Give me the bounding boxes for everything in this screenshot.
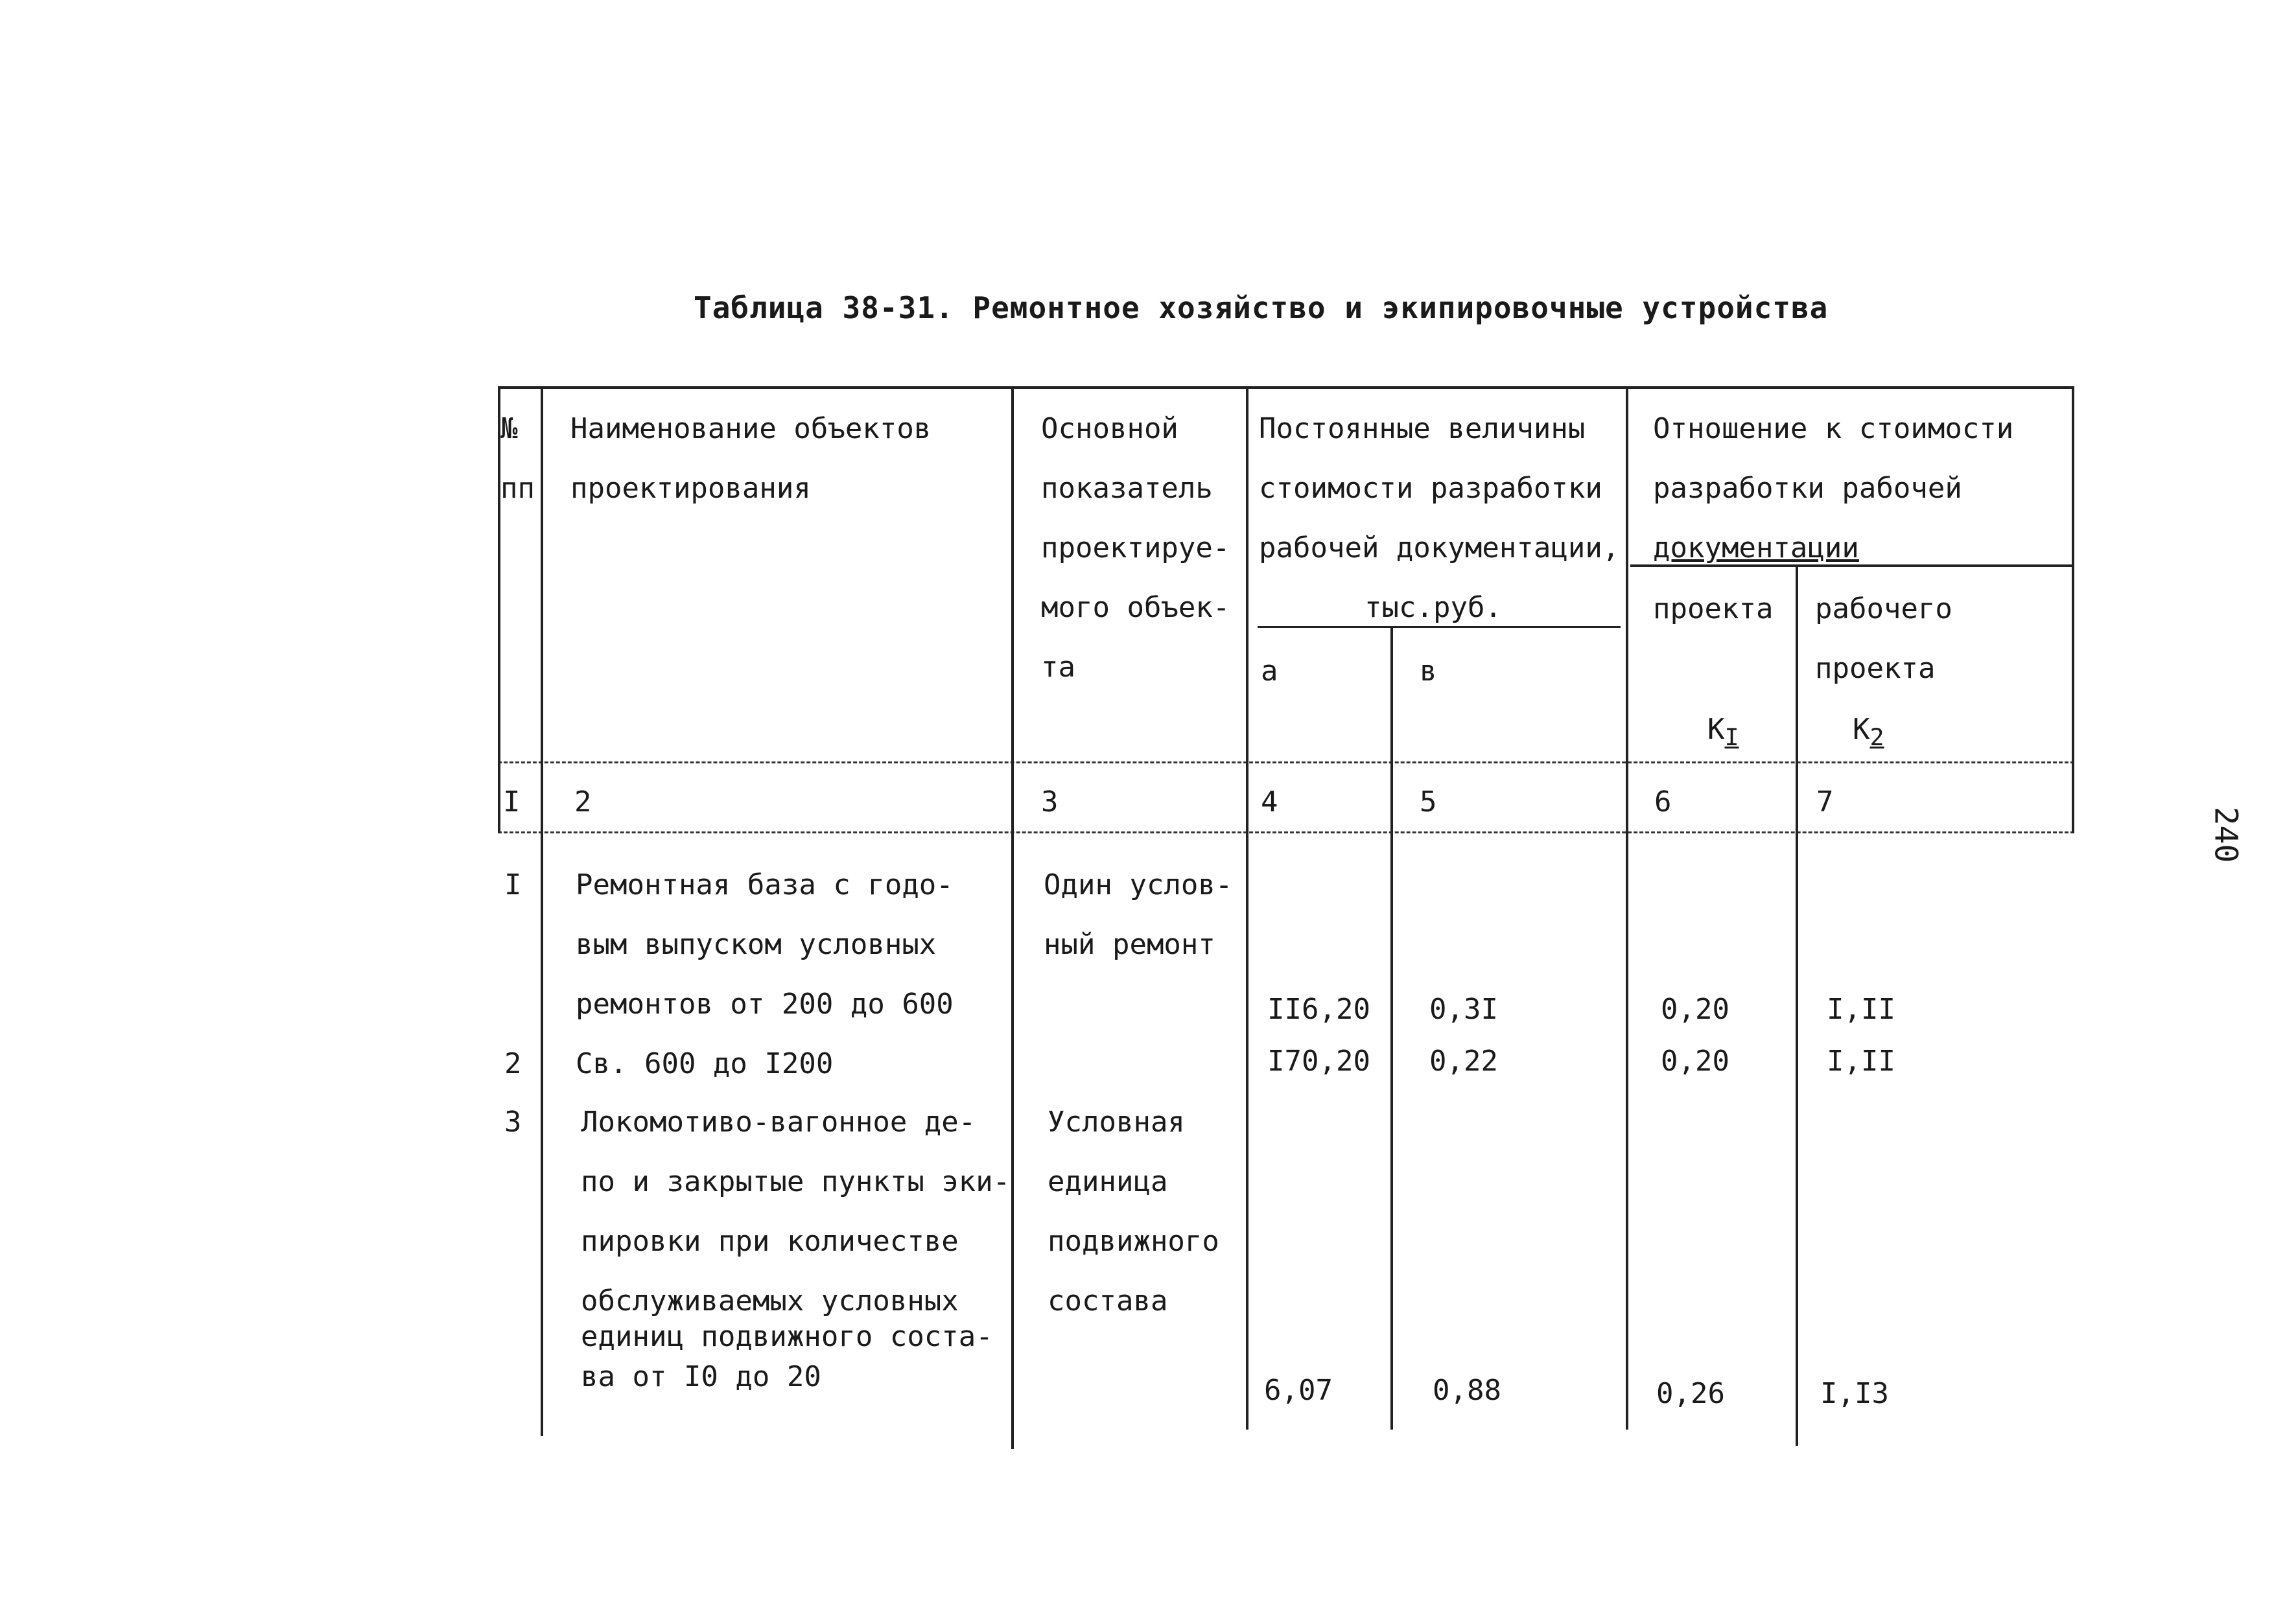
- row-2-num: 2: [504, 1047, 522, 1080]
- header-c45-unit: тыс.руб.: [1365, 591, 1502, 624]
- col-line-3: [1246, 386, 1248, 1430]
- header-c6-k: $К_I$: [1707, 713, 1739, 751]
- page-number: 240: [2207, 806, 2244, 863]
- header-c4: а: [1261, 655, 1278, 688]
- row-3-name: Локомотиво-вагонное де- по и закрытые пункты эки- пировки при количестве обслуживаемых условных: [581, 1106, 1011, 1317]
- col-line-4: [1390, 626, 1393, 1430]
- row-2-v: 0,22: [1429, 1045, 1498, 1078]
- header-bottom-dash: [498, 761, 2074, 763]
- row-2-k1: 0,20: [1661, 1045, 1729, 1078]
- row-1-a: II6,20: [1267, 993, 1370, 1026]
- header-c7-k: $К_2$: [1853, 713, 1884, 751]
- col-line-1: [541, 386, 543, 1436]
- header-c45: Постоянные величины стоимости разработки рабочей документации,: [1259, 412, 1620, 564]
- row-3-k1: 0,26: [1656, 1377, 1725, 1410]
- row-1-name: Ремонтная база с годо- вым выпуском условных ремонтов от 200 до 600: [576, 868, 954, 1021]
- row-1-v: 0,3I: [1429, 993, 1498, 1026]
- row-3-indicator: Условная единица подвижного состава: [1048, 1106, 1219, 1317]
- row-2-a: I70,20: [1267, 1045, 1370, 1078]
- colnum-3: 3: [1041, 785, 1059, 818]
- col-line-5: [1626, 386, 1628, 1430]
- col-line-2: [1011, 386, 1014, 1449]
- header-c6: проекта: [1653, 592, 1774, 625]
- header-c5: в: [1420, 655, 1437, 688]
- header-c2: Наименование объектов проектирования: [570, 412, 932, 505]
- header-c7: рабочего проекта: [1815, 592, 1952, 685]
- row-1-k1: 0,20: [1661, 993, 1729, 1026]
- col-line-6: [1796, 564, 1798, 1446]
- colnum-2: 2: [574, 785, 592, 818]
- row-3-v: 0,88: [1433, 1374, 1501, 1407]
- colnum-5: 5: [1420, 785, 1437, 818]
- colnum-1: I: [503, 785, 521, 818]
- header-c67: Отношение к стоимости разработки рабочей документации: [1653, 412, 2014, 564]
- row-3-num: 3: [504, 1106, 522, 1139]
- row-1-indicator: Один услов- ный ремонт: [1044, 868, 1233, 961]
- col-line-7: [2072, 386, 2074, 833]
- table-title: Таблица 38-31. Ремонтное хозяйство и экипировочные устройства: [694, 290, 1829, 325]
- colnum-7: 7: [1816, 785, 1834, 818]
- header-c1: № пп: [500, 412, 535, 505]
- colnum-6: 6: [1654, 785, 1672, 818]
- row-3-a: 6,07: [1264, 1374, 1333, 1407]
- row-2-k2: I,II: [1827, 1045, 1895, 1078]
- colnum-4: 4: [1261, 785, 1278, 818]
- row-1-num: I: [504, 868, 522, 901]
- header-top-border: [498, 386, 2074, 389]
- colnum-bottom-dash: [498, 831, 2074, 833]
- row-2-name: Св. 600 до I200: [576, 1047, 834, 1080]
- row-1-k2: I,II: [1827, 993, 1895, 1026]
- row-3-k2: I,I3: [1820, 1377, 1889, 1410]
- header-c3: Основной показатель проектируе- мого объек- та: [1041, 412, 1230, 684]
- row-3-name-tail: единиц подвижного соста- ва от I0 до 20: [581, 1320, 993, 1393]
